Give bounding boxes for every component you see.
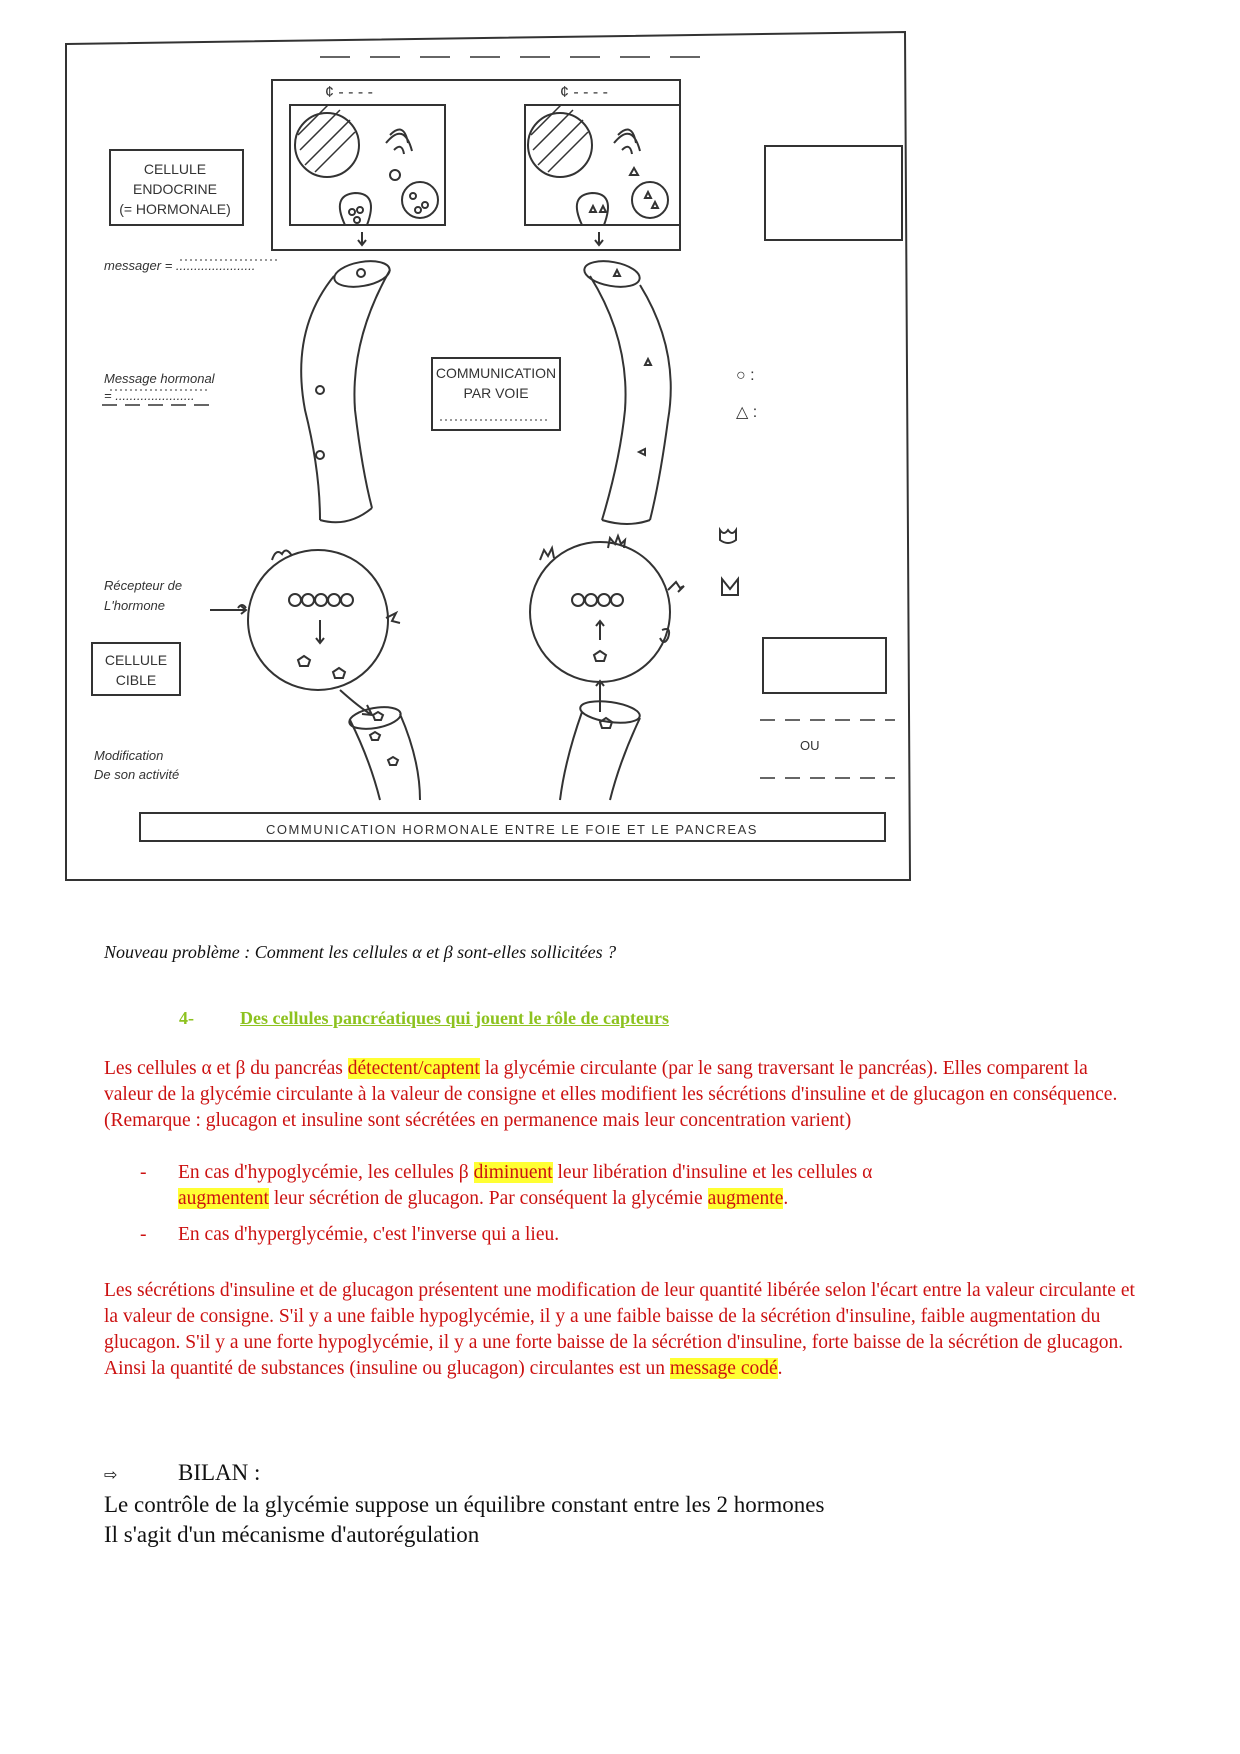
p2-text: Les sécrétions d'insuline et de glucagon présentent une modification de leur quantité libérée selon l'écart entre la valeur circulante et la valeur de consigne. S'il y a une faible hypoglycémie, il y a une faible baisse de la sécrétion d'insuline, faible augmentation du glucagon. S'il y a une forte hypoglycémie, il y a une forte baisse de la sécrétion d'insuline, forte baisse de la sécrétion de glucagon.	[104, 1280, 1135, 1353]
b1-text-3: leur sécrétion de glucagon. Par conséquent la glycémie	[268, 1188, 708, 1209]
paragraph-sensors	[104, 1056, 1124, 1134]
receptor-label-2: L'hormone	[104, 598, 166, 613]
b2-text: En cas d'hyperglycémie, c'est l'inverse qui a lieu.	[178, 1224, 560, 1245]
p2-highlight: message codé	[669, 1358, 778, 1379]
bilan-line-2: Il s'agit d'un mécanisme d'autorégulation	[104, 1522, 480, 1547]
target-cell-label-1: CELLULE	[104, 652, 168, 668]
endocrine-label-2: ENDOCRINE	[132, 181, 218, 197]
answer-box-bottom	[763, 638, 886, 693]
answer-box-top	[765, 146, 902, 240]
communication-label-2: PAR VOIE	[463, 385, 529, 401]
diagram-frame	[66, 32, 910, 880]
legend-circle: ○ :	[736, 367, 755, 384]
paragraph-coded-message	[104, 1278, 1144, 1382]
b1-highlight-2: augmentent	[178, 1188, 269, 1209]
section-number: 4-	[179, 1008, 194, 1028]
endocrine-label-1: CELLULE	[143, 161, 207, 177]
diagram-title: COMMUNICATION HORMONALE ENTRE LE FOIE ET LE PANCREAS	[266, 822, 758, 837]
modification-label-2: De son activité	[94, 767, 180, 782]
p1-highlight: détectent/captent	[347, 1058, 480, 1079]
b1-text-2: leur libération d'insuline et les cellules α	[552, 1162, 873, 1183]
cell-symbol-alpha: ¢ - - - -	[325, 84, 373, 101]
b1-text-4: .	[783, 1188, 789, 1209]
messenger-label: messager = ......................	[104, 258, 256, 273]
legend-triangle: △ :	[736, 404, 758, 421]
target-cell-liver	[248, 550, 388, 690]
p2-line2-pre: Ainsi la quantité de substances (insuline ou glucagon) circulantes est un	[104, 1358, 670, 1379]
bullet-continuation	[140, 1186, 1040, 1212]
endocrine-label-3: (= HORMONALE)	[119, 201, 231, 217]
section-heading	[179, 1008, 669, 1029]
bilan-title: BILAN :	[178, 1460, 261, 1485]
bullet-dash: -	[140, 1224, 147, 1245]
b1-highlight-1: diminuent	[473, 1162, 553, 1183]
b1-highlight-3: augmente	[707, 1188, 784, 1209]
receptor-label-1: Récepteur de	[104, 578, 183, 593]
communication-label-1: COMMUNICATION	[435, 365, 557, 381]
section-title: Des cellules pancréatiques qui jouent le rôle de capteurs	[240, 1008, 669, 1028]
b1-text-1: En cas d'hypoglycémie, les cellules β	[178, 1162, 474, 1183]
hormonal-message-label-2: = ......................	[104, 388, 195, 403]
bilan-section	[104, 1458, 824, 1550]
p1-pre: Les cellules α et β du pancréas	[104, 1058, 348, 1079]
modification-label-1: Modification	[94, 748, 164, 763]
arrow-icon: ⇨	[104, 1465, 118, 1484]
bullet-dash: -	[140, 1162, 147, 1183]
bilan-line-1: Le contrôle de la glycémie suppose un équilibre constant entre les 2 hormones	[104, 1492, 825, 1517]
or-label: OU	[800, 738, 820, 753]
p1-post: la glycémie circulante (par le sang traversant le pancréas). Elles comparent la valeur de la glycémie circulante à la valeur de consigne et elles modifient les sécrétions d'insuline et de glucagon en conséquence. (Remarque : glucagon et insuline sont sécrétées en permanence mais leur concentration varient)	[104, 1058, 1118, 1131]
bullet-hyperglycemia	[140, 1222, 1040, 1248]
p2-line2-post: .	[777, 1358, 783, 1379]
bullet-hypoglycemia	[140, 1160, 1040, 1212]
hormonal-message-label-1: Message hormonal	[104, 371, 215, 386]
target-cell-label-2: CIBLE	[115, 672, 157, 688]
new-problem-question: Nouveau problème : Comment les cellules α et β sont-elles sollicitées ?	[104, 942, 617, 962]
cell-symbol-beta: ¢ - - - -	[560, 84, 608, 101]
